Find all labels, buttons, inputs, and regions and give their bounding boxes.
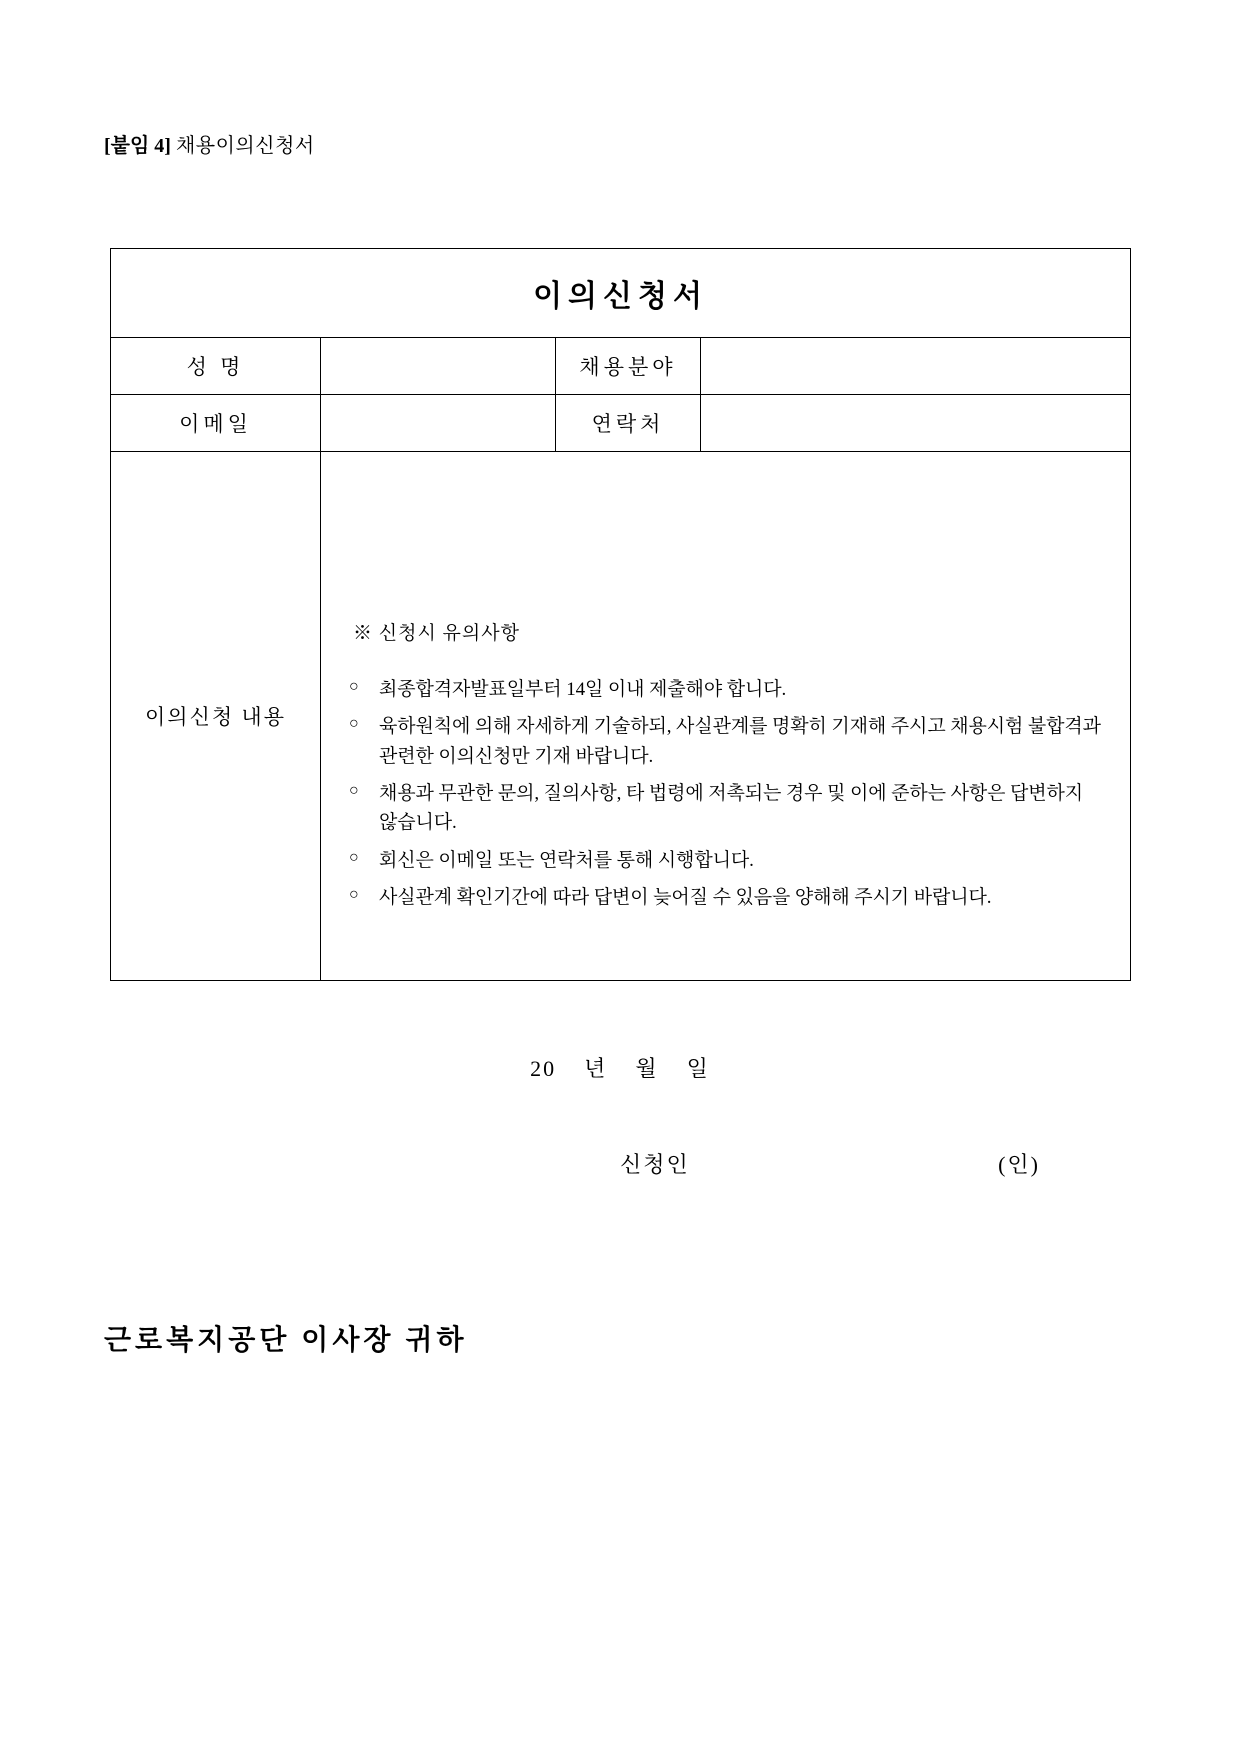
objection-content-area[interactable] xyxy=(321,452,1131,981)
input-name[interactable] xyxy=(321,338,556,395)
label-contact: 연락처 xyxy=(556,395,701,452)
list-item: ○ 최종합격자발표일부터 14일 이내 제출해야 합니다. xyxy=(349,675,1102,704)
attachment-title: 채용이의신청서 xyxy=(175,135,315,157)
list-item: ○ 회신은 이메일 또는 연락처를 통해 시행합니다. xyxy=(349,846,1102,875)
input-field[interactable] xyxy=(701,338,1131,395)
label-email: 이메일 xyxy=(111,395,321,452)
list-item: ○ 채용과 무관한 문의, 질의사항, 타 법령에 저촉되는 경우 및 이에 준하는 사항은 답변하지 않습니다. xyxy=(349,779,1102,838)
notice-title: ※ 신청시 유의사항 xyxy=(353,623,520,645)
list-item: ○ 육하원칙에 의해 자세하게 기술하되, 사실관계를 명확히 기재해 주시고 채용시험 불합격과 관련한 이의신청만 기재 바랍니다. xyxy=(349,712,1102,771)
attachment-tag: [붙임 4] xyxy=(104,135,171,157)
table-row xyxy=(111,395,1131,452)
table-row xyxy=(111,338,1131,395)
date-day-unit: 일 xyxy=(686,1056,710,1081)
applicant-label: 신청인 xyxy=(620,1152,690,1177)
objection-form-table xyxy=(110,248,1131,981)
table-row-content xyxy=(111,452,1131,981)
table-row-title xyxy=(111,249,1131,338)
seal-label: (인) xyxy=(998,1152,1040,1177)
date-month-unit: 월 xyxy=(635,1056,659,1081)
attachment-header xyxy=(104,132,315,160)
notice-list xyxy=(349,675,1102,913)
label-field: 채용분야 xyxy=(556,338,701,395)
input-email[interactable] xyxy=(321,395,556,452)
date-year-unit: 년 xyxy=(584,1056,608,1081)
form-title: 이의신청서 xyxy=(111,249,1131,338)
date-year-prefix: 20 xyxy=(530,1056,557,1081)
signature-line xyxy=(620,1148,1040,1179)
notice-block xyxy=(321,511,1130,913)
label-name: 성 명 xyxy=(111,338,321,395)
date-line xyxy=(0,1052,1240,1083)
recipient-line: 근로복지공단 이사장 귀하 xyxy=(104,1325,468,1356)
input-contact[interactable] xyxy=(701,395,1131,452)
label-objection-content: 이의신청 내용 xyxy=(111,452,321,981)
list-item: ○ 사실관계 확인기간에 따라 답변이 늦어질 수 있음을 양해해 주시기 바랍니다. xyxy=(349,883,1102,912)
